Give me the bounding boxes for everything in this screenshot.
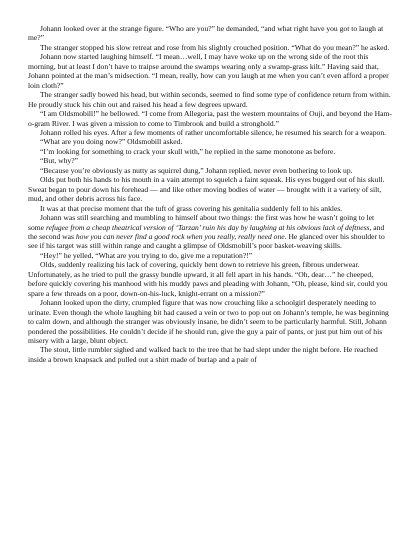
text-run: “I’m looking for something to crack your skull with,” he replied in the same monotone as before. xyxy=(40,146,336,156)
body-paragraph xyxy=(28,175,392,203)
body-paragraph xyxy=(28,147,392,156)
body-paragraph xyxy=(28,298,392,345)
text-run: Johann looked over at the strange figure. “Who are you?” he demanded, “and what right have you got to laugh at me?” xyxy=(28,24,384,43)
body-paragraph xyxy=(28,260,392,298)
text-run: Johann now started laughing himself. “I mean…well, I may have woke up on the wrong side of the root this morning, but at least I don’t have to traipse around the swamps wearing only a swamp-grass kilt.” Having said that, Johann pointed at the man’s midsection. “I mean, really, how can you laugh at me when you can’t even afford a proper loin cloth?” xyxy=(28,52,389,90)
document-page xyxy=(28,24,392,364)
text-run: “Hey!” he yelled, “What are you trying to do, give me a reputation?!” xyxy=(40,250,253,260)
text-run: , and the second was xyxy=(28,222,385,241)
text-run: “What are you doing now?” Oldsmobill asked. xyxy=(40,137,183,147)
text-run: It was at that precise moment that the tuft of grass covering his genitalia suddenly fell to his ankles. xyxy=(40,203,343,213)
body-paragraph xyxy=(28,156,392,165)
text-run: The stout, little rumbler sighed and walked back to the tree that he had slept under the night before. He reached inside a brown knapsack and pulled out a shirt made of burlap and a pair of xyxy=(28,345,378,364)
text-run: Johann rolled his eyes. After a few moments of rather uncomfortable silence, he resumed his search for a weapon. xyxy=(40,127,387,137)
text-run: Olds put both his hands to his mouth in a vain attempt to squelch a faint squeak. His eyes bugged out of his skull. Sweat began to pour down his forehead — and like other moving bodies of water — brought with it a variety of silt, mud, and other debris across his face. xyxy=(28,175,385,204)
body-paragraph xyxy=(28,251,392,260)
text-run: He glanced over his shoulder to see if his target was still within range and caught a glimpse of Oldsmobill’s poor basket-weaving skills. xyxy=(28,231,385,251)
body-paragraph xyxy=(28,204,392,213)
italic-text-run: how you can never find a good rock when you really, really need one. xyxy=(75,231,287,241)
body-paragraph xyxy=(28,213,392,251)
text-run: Johann looked upon the dirty, crumpled figure that was now crouching like a schoolgirl desperately needing to urinate. Even though the whole laughing bit had caused a vein or two to pop out on Johann’s temple, he was beginning to calm down, and although the stranger was obviously insane, he didn’t seem to be particularly harmful. Still, Johann pondered the possibilities. He couldn’t decide if he should run, give the guy a pair of pants, or just put him out of his misery with a large, blunt object. xyxy=(28,298,389,345)
italic-text-run: refugee from a cheap theatrical version of ‘Tarzan’ ruin his day by laughing at his obvious lack of deftness xyxy=(45,222,370,232)
text-run: Johann was still searching and mumbling to himself about two things: the first was how he wasn’t going to let some xyxy=(28,213,375,232)
body-paragraph xyxy=(28,128,392,137)
text-run: The stranger sadly bowed his head, but within seconds, seemed to find some type of confidence return from within. He proudly stuck his chin out and raised his head a few degrees upward. xyxy=(28,90,391,109)
text-run: “Because you’re obviously as nutty as squirrel dung,” Johann replied, never even bothering to look up. xyxy=(40,165,353,175)
body-paragraph xyxy=(28,137,392,146)
body-paragraph xyxy=(28,90,392,109)
body-paragraph xyxy=(28,43,392,52)
body-paragraph xyxy=(28,166,392,175)
text-run: “I am Oldsmobill!” he bellowed. “I come from Allegoria, past the western mountains of Ouji, and beyond the Ham-o-gram River. I was given a mission to come to Timbrook and build a stronghold.” xyxy=(28,109,392,128)
body-paragraph xyxy=(28,24,392,43)
text-run: “But, why?” xyxy=(40,156,78,166)
body-paragraph xyxy=(28,345,392,364)
text-run: Olds, suddenly realizing his lack of covering, quickly bent down to retrieve his green, fibrous underwear. Unfortunately, as he tried to pull the grassy bundle upward, it all fell apart in his hands. “Oh, dear…” he cheeped, before quickly covering his manhood with his muddy paws and pleading with Johann, “Oh, please, kind sir, could you spare a few threads on a poor, down-on-his-luck, knight-errant on a mission?” xyxy=(28,260,388,298)
body-paragraph xyxy=(28,109,392,128)
text-run: The stranger stopped his slow retreat and rose from his slightly crouched position. “What do you mean?” he asked. xyxy=(40,42,390,52)
body-paragraph xyxy=(28,52,392,90)
